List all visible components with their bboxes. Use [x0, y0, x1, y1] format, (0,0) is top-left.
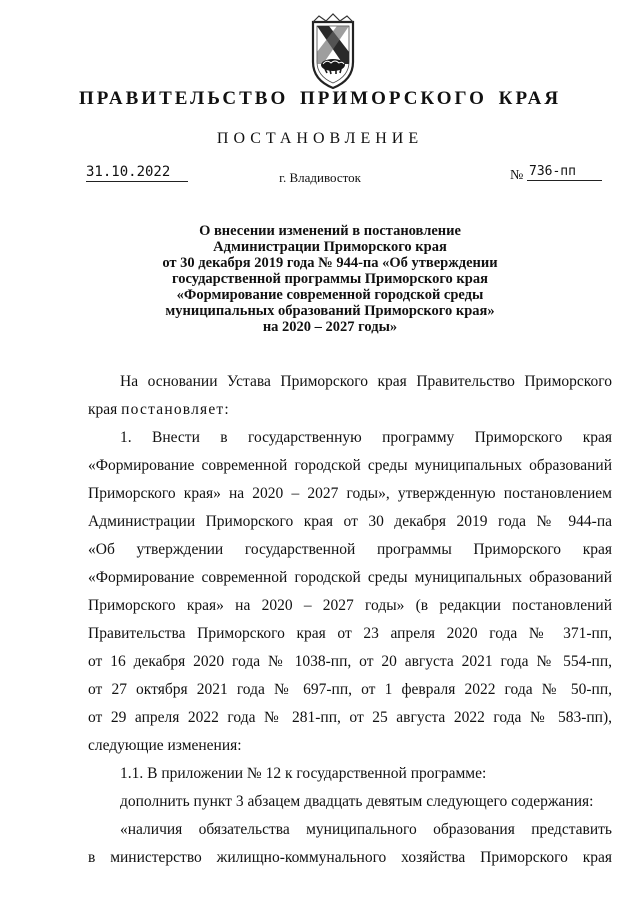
body-line: следующие изменения: [88, 737, 242, 754]
body-line: от 29 апреля 2022 года № 281-пп, от 25 августа 2022 года № 583-пп), [88, 709, 612, 726]
document-type-heading: ПОСТАНОВЛЕНИЕ [216, 130, 424, 147]
body-line [88, 400, 230, 420]
body-line: Приморского края» на 2020 – 2027 годы» (в редакции постановлений [88, 597, 612, 614]
title-line: О внесении изменений в постановление [199, 223, 461, 239]
document-city: г. Владивосток [279, 170, 361, 185]
coat-of-arms-icon [299, 12, 367, 92]
body-text: края [88, 401, 122, 418]
body-line: Приморского края» на 2020 – 2027 годы», утвержденную постановлением [88, 485, 612, 502]
body-line: в министерство жилищно-коммунального хозяйства Приморского края [88, 849, 612, 866]
title-line: «Формирование современной городской среды [176, 287, 484, 303]
body-line: 1.1. В приложении № 12 к государственной программе: [120, 765, 487, 782]
body-line: Администрации Приморского края от 30 декабря 2019 года № 944-па [88, 513, 612, 530]
body-line: «Формирование современной городской среды муниципальных образований [88, 569, 612, 586]
body-line: от 16 декабря 2020 года № 1038-пп, от 20 августа 2021 года № 554-пп, [88, 653, 612, 670]
title-line: на 2020 – 2027 годы» [262, 319, 398, 335]
body-line: Правительства Приморского края от 23 апреля 2020 года № 371-пп, [88, 625, 612, 642]
body-line: дополнить пункт 3 абзацем двадцать девятым следующего содержания: [120, 793, 594, 810]
body-line: «Об утверждении государственной программы Приморского края [88, 541, 612, 558]
document-date: 31.10.2022 [86, 164, 188, 182]
title-line: Администрации Приморского края [213, 239, 447, 255]
body-line: 1. Внести в государственную программу Приморского края [120, 429, 612, 446]
title-line: от 30 декабря 2019 года № 944-па «Об утверждении [162, 255, 498, 271]
number-label: № [510, 168, 524, 183]
body-text-spaced: постановляет: [121, 401, 230, 418]
document-number: 736-пп [527, 164, 602, 181]
government-heading: ПРАВИТЕЛЬСТВО ПРИМОРСКОГО КРАЯ [78, 88, 562, 109]
body-line: «Формирование современной городской среды муниципальных образований [88, 457, 612, 474]
title-line: муниципальных образований Приморского края» [165, 303, 495, 319]
document-title [120, 223, 540, 335]
body-line: от 27 октября 2021 года № 697-пп, от 1 февраля 2022 года № 50-пп, [88, 681, 612, 698]
body-line: На основании Устава Приморского края Правительство Приморского [120, 373, 612, 390]
body-line: «наличия обязательства муниципального образования представить [120, 821, 612, 838]
title-line: государственной программы Приморского края [172, 271, 488, 287]
